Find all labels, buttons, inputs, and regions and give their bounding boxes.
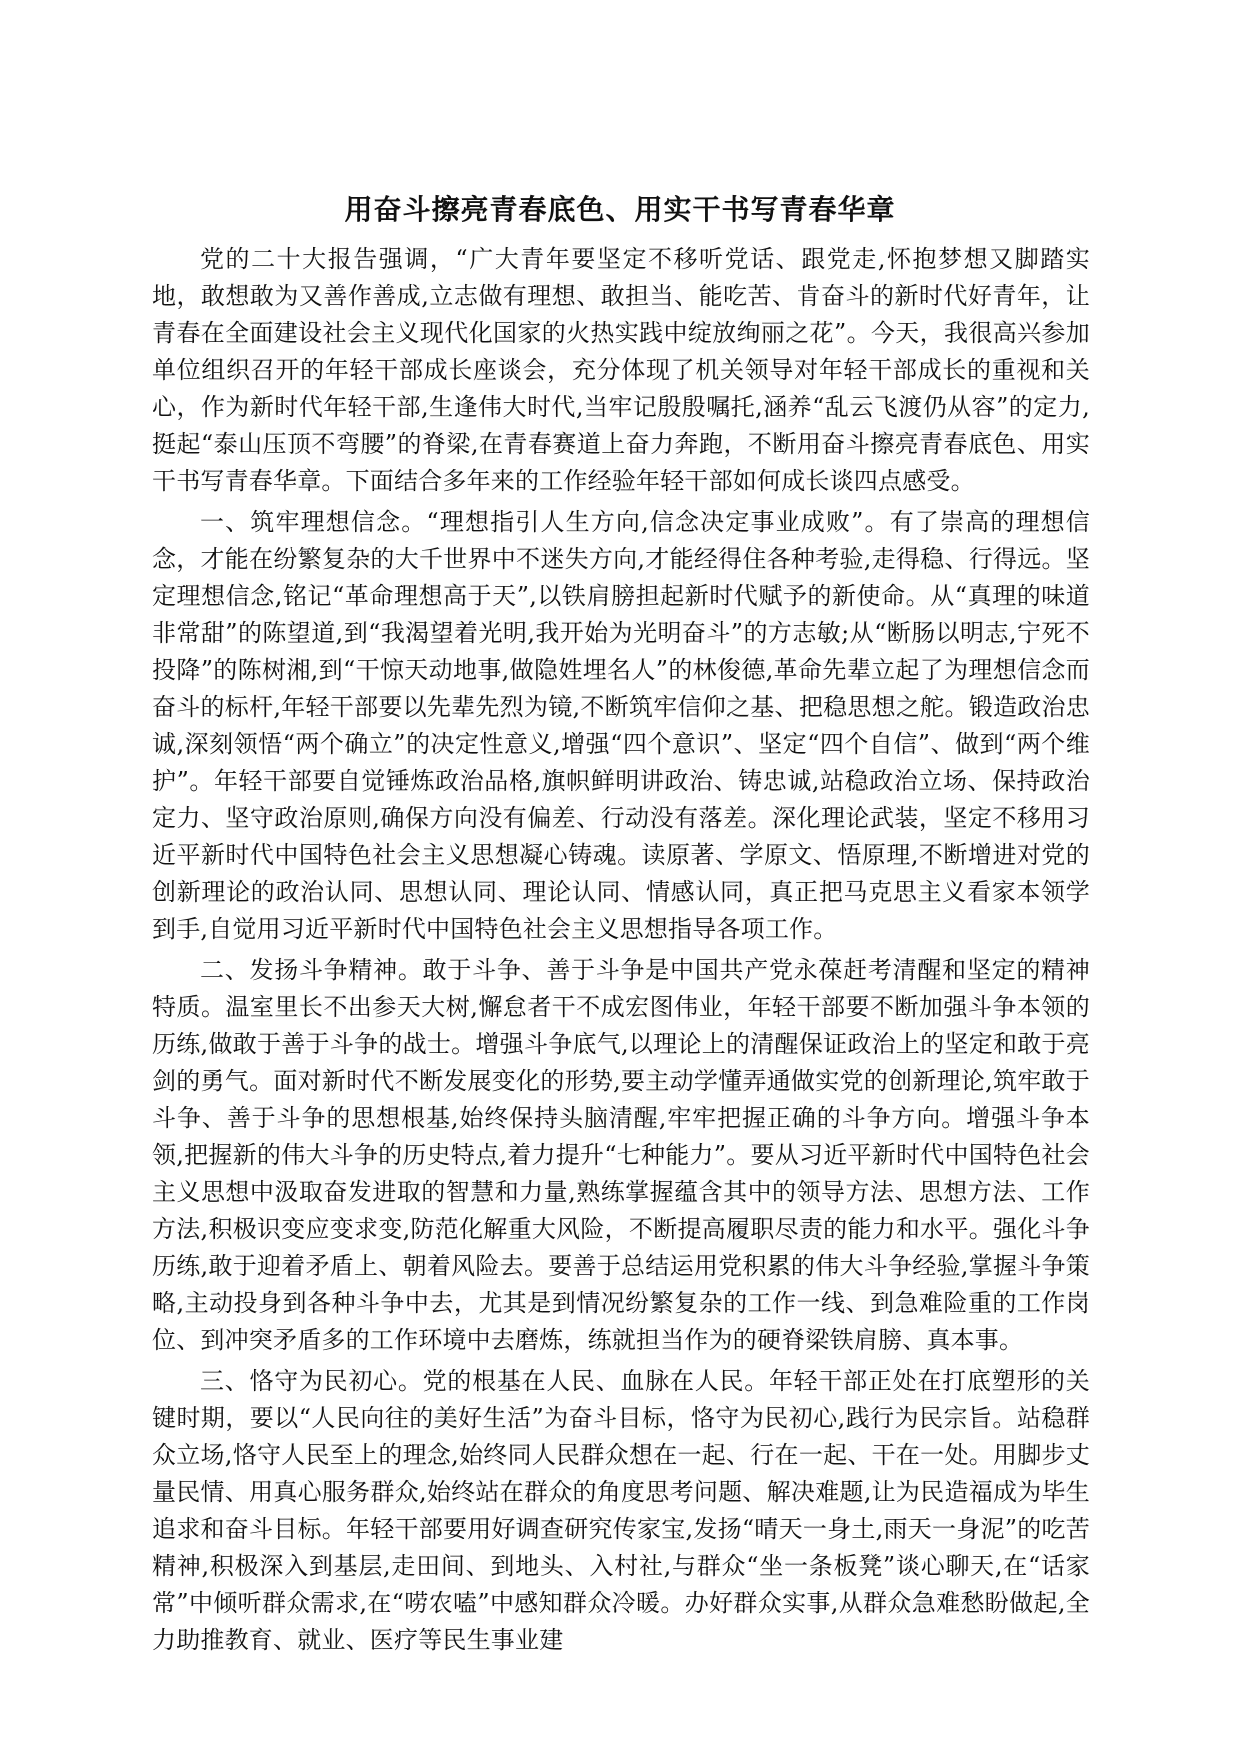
paragraph-people: 三、恪守为民初心。党的根基在人民、血脉在人民。年轻干部正处在打底塑形的关键时期，要以“人民向往的美好生活”为奋斗目标，恪守为民初心,践行为民宗旨。站稳群众立场,恪守人民至上的理念,始终同人民群众想在一起、行在一起、干在一处。用脚步丈量民情、用真心服务群众,始终站在群众的角度思考问题、解决难题,让为民造福成为毕生追求和奋斗目标。年轻干部要用好调查研究传家宝,发扬“晴天一身土,雨天一身泥”的吃苦精神,积极深入到基层,走田间、到地头、入村社,与群众“坐一条板凳”谈心聊天,在“话家常”中倾听群众需求,在“唠农嗑”中感知群众冷暖。办好群众实事,从群众急难愁盼做起,全力助推教育、就业、医疗等民生事业建 <box>152 1367 1090 1654</box>
paragraph-ideals: 一、筑牢理想信念。“理想指引人生方向,信念决定事业成败”。有了崇高的理想信念，才能在纷繁复杂的大千世界中不迷失方向,才能经得住各种考验,走得稳、行得远。坚定理想信念,铭记“革命理想高于天”,以铁肩膀担起新时代赋予的新使命。从“真理的味道非常甜”的陈望道,到“我渴望着光明,我开始为光明奋斗”的方志敏;从“断肠以明志,宁死不投降”的陈树湘,到“干惊天动地事,做隐姓埋名人”的林俊德,革命先辈立起了为理想信念而奋斗的标杆,年轻干部要以先辈先烈为镜,不断筑牢信仰之基、把稳思想之舵。锻造政治忠诚,深刻领悟“两个确立”的决定性意义,增强“四个意识”、坚定“四个自信”、做到“两个维护”。年轻干部要自觉锤炼政治品格,旗帜鲜明讲政治、铸忠诚,站稳政治立场、保持政治定力、坚守政治原则,确保方向没有偏差、行动没有落差。深化理论武装，坚定不移用习近平新时代中国特色社会主义思想凝心铸魂。读原著、学原文、悟原理,不断增进对党的创新理论的政治认同、思想认同、理论认同、情感认同，真正把马克思主义看家本领学到手,自觉用习近平新时代中国特色社会主义思想指导各项工作。 <box>152 508 1090 943</box>
paragraph-struggle: 二、发扬斗争精神。敢于斗争、善于斗争是中国共产党永葆赶考清醒和坚定的精神特质。温室里长不出参天大树,懈怠者干不成宏图伟业，年轻干部要不断加强斗争本领的历练,做敢于善于斗争的战士。增强斗争底气,以理论上的清醒保证政治上的坚定和敢于亮剑的勇气。面对新时代不断发展变化的形势,要主动学懂弄通做实党的创新理论,筑牢敢于斗争、善于斗争的思想根基,始终保持头脑清醒,牢牢把握正确的斗争方向。增强斗争本领,把握新的伟大斗争的历史特点,着力提升“七种能力”。要从习近平新时代中国特色社会主义思想中汲取奋发进取的智慧和力量,熟练掌握蕴含其中的领导方法、思想方法、工作方法,积极识变应变求变,防范化解重大风险，不断提高履职尽责的能力和水平。强化斗争历练,敢于迎着矛盾上、朝着风险去。要善于总结运用党积累的伟大斗争经验,掌握斗争策略,主动投身到各种斗争中去，尤其是到情况纷繁复杂的工作一线、到急难险重的工作岗位、到冲突矛盾多的工作环境中去磨炼，练就担当作为的硬脊梁铁肩膀、真本事。 <box>152 956 1090 1354</box>
paragraph-intro: 党的二十大报告强调，“广大青年要坚定不移听党话、跟党走,怀抱梦想又脚踏实地，敢想敢为又善作善成,立志做有理想、敢担当、能吃苦、肯奋斗的新时代好青年，让青春在全面建设社会主义现代化国家的火热实践中绽放绚丽之花”。今天，我很高兴参加单位组织召开的年轻干部成长座谈会，充分体现了机关领导对年轻干部成长的重视和关心，作为新时代年轻干部,生逢伟大时代,当牢记殷殷嘱托,涵养“乱云飞渡仍从容”的定力,挺起“泰山压顶不弯腰”的脊梁,在青春赛道上奋力奔跑，不断用奋斗擦亮青春底色、用实干书写青春华章。下面结合多年来的工作经验年轻干部如何成长谈四点感受。 <box>152 245 1090 495</box>
document-body <box>152 241 1090 1663</box>
document-title: 用奋斗擦亮青春底色、用实干书写青春华章 <box>344 193 896 226</box>
